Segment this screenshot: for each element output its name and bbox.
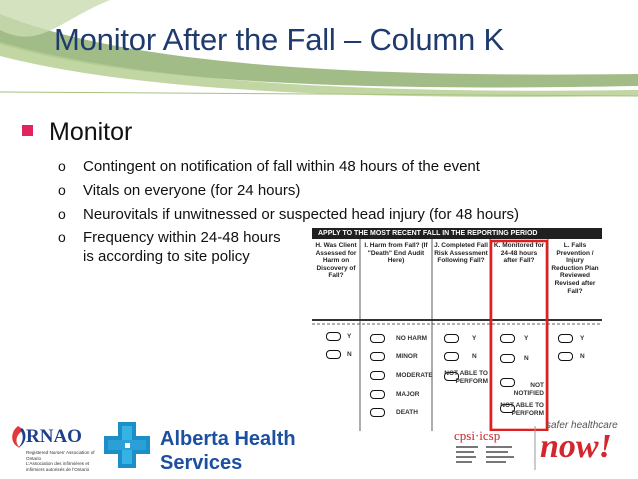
l-no-checkbox[interactable] — [558, 352, 573, 361]
circle-bullet-icon: o — [58, 182, 66, 198]
circle-bullet-icon: o — [58, 158, 66, 174]
circle-bullet-icon: o — [58, 206, 66, 222]
j-no-checkbox[interactable] — [444, 352, 459, 361]
k-no-checkbox[interactable] — [500, 354, 515, 363]
square-bullet-icon — [22, 125, 33, 136]
form-header-bar: APPLY TO THE MOST RECENT FALL IN THE REPORTING PERIOD — [312, 228, 602, 239]
column-l-header: L. Falls Prevention / Injury Reduction Plan Reviewed Revised after Fall? — [551, 242, 599, 295]
sub-bullet: o Contingent on notification of fall within 48 hours of the event — [58, 158, 480, 175]
ahs-cross-icon — [100, 418, 154, 472]
harm-option-checkbox[interactable] — [370, 352, 385, 361]
h-no-checkbox[interactable] — [326, 350, 341, 359]
sub-bullet: o Vitals on everyone (for 24 hours) — [58, 182, 301, 199]
h-yes-checkbox[interactable] — [326, 332, 341, 341]
rnao-swirl-icon — [8, 424, 28, 450]
column-h-header: H. Was Client Assessed for Harm on Discovery of Fall? — [315, 242, 357, 280]
column-j-header: J. Completed Fall Risk Assessment Following Fall? — [434, 242, 488, 265]
slide-title: Monitor After the Fall – Column K — [54, 22, 504, 57]
sub-bullet: o Frequency within 24-48 hours is according to site policy — [58, 229, 281, 265]
cpsi-fine-print — [456, 446, 534, 468]
main-bullet-text: Monitor — [49, 118, 133, 146]
logo-divider — [534, 426, 536, 470]
l-yes-checkbox[interactable] — [558, 334, 573, 343]
sub-bullet: o Neurovitals if unwitnessed or suspected head injury (for 48 hours) — [58, 206, 520, 223]
k-yes-checkbox[interactable] — [500, 334, 515, 343]
audit-form-excerpt: APPLY TO THE MOST RECENT FALL IN THE REPORTING PERIOD H. Was Client Assessed for Harm on Discovery of Fall? I. Harm from Fall? (If "Death" End Audit Here) J. Completed Fall Risk Assessment Following Fall? K. Monitored for 24-48 hours after Fall? L. Falls Prevention / Injury Reduction Plan Reviewed Revised after Fall? Y N NO HARM MINOR MODERATE MAJOR DEATH Y N NOT ABLE TO PERFORM Y N NOT NOTIFIED NOT ABLE TO PERFORM Y N — [312, 228, 602, 431]
column-i-header: I. Harm from Fall? (If "Death" End Audit Here) — [364, 242, 428, 265]
j-yes-checkbox[interactable] — [444, 334, 459, 343]
harm-option-checkbox[interactable] — [370, 390, 385, 399]
column-k-header: K. Monitored for 24-48 hours after Fall? — [493, 242, 545, 265]
harm-option-checkbox[interactable] — [370, 371, 385, 380]
main-bullet — [22, 118, 132, 147]
footer-logos: RNAO Registered Nurses' Association of Ontario L'Association des infirmières et infirmiers autorisés de l'Ontario Alberta Health Services cpsi·icsp safer healthcare now! — [0, 412, 638, 479]
harm-option-checkbox[interactable] — [370, 334, 385, 343]
circle-bullet-icon: o — [58, 229, 66, 245]
